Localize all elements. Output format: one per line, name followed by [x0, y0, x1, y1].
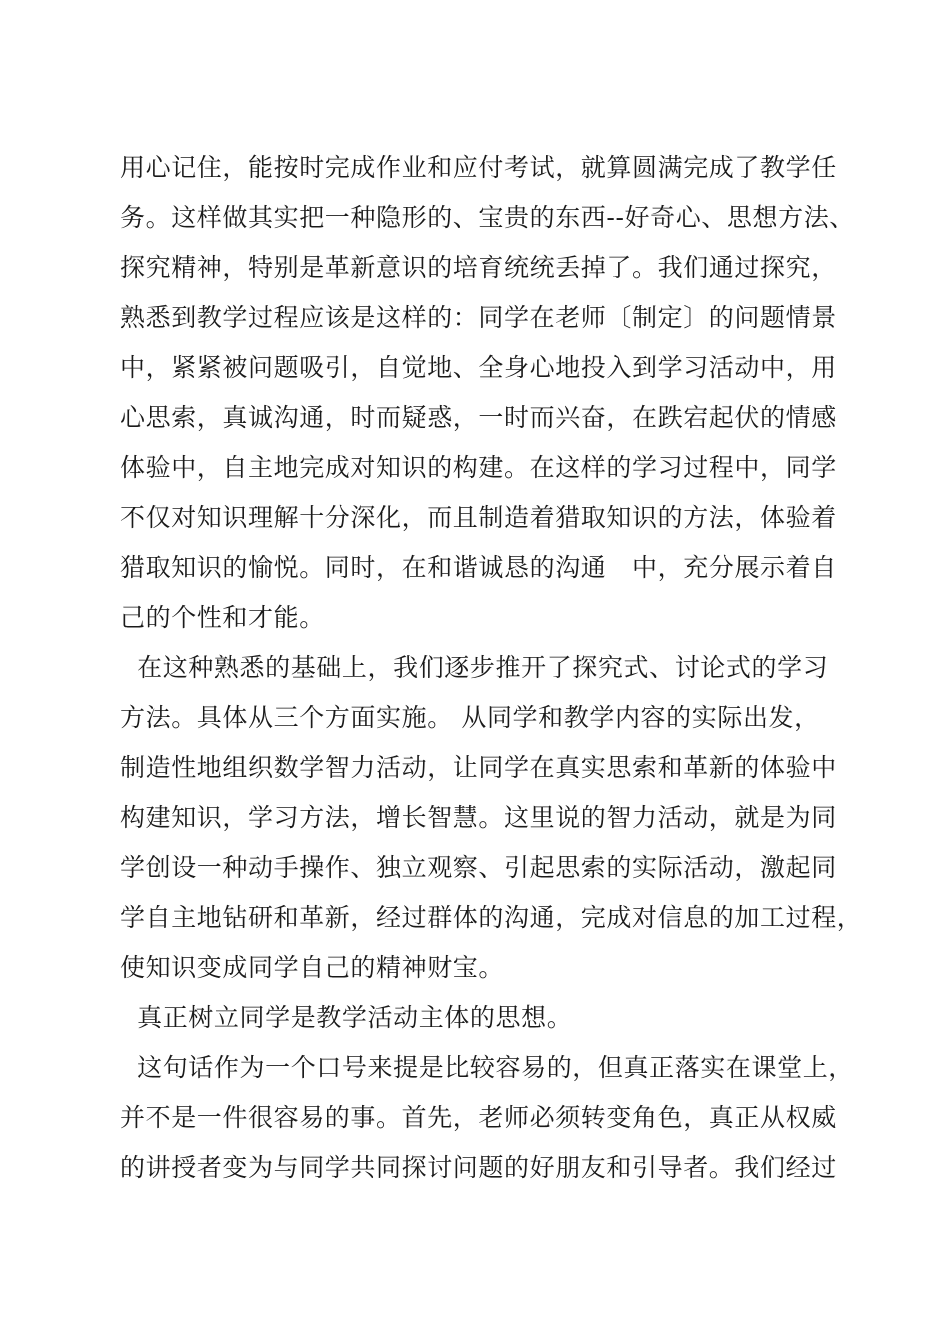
text-line: 用心记住，能按时完成作业和应付考试，就算圆满完成了教学任	[120, 153, 837, 182]
text-line: 己的个性和才能。	[120, 603, 325, 632]
text-line: 不仅对知识理解十分深化，而且制造着猎取知识的方法，体验着	[120, 503, 837, 532]
text-line: 制造性地组织数学智力活动，让同学在真实思索和革新的体验中	[120, 753, 837, 782]
text-line: 方法。具体从三个方面实施。 从同学和教学内容的实际出发，	[120, 703, 820, 732]
paragraph-start-line: 在这种熟悉的基础上，我们逐步推开了探究式、讨论式的学习	[120, 653, 829, 682]
text-line: 体验中，自主地完成对知识的构建。在这样的学习过程中，同学	[120, 453, 837, 482]
text-line: 并不是一件很容易的事。首先，老师必须转变角色，真正从权威	[120, 1103, 837, 1132]
text-line: 使知识变成同学自己的精神财宝。	[120, 953, 505, 982]
text-line: 学自主地钻研和革新，经过群体的沟通，完成对信息的加工过程，	[120, 903, 863, 932]
text-line: 构建知识，学习方法，增长智慧。这里说的智力活动，就是为同	[120, 803, 837, 832]
paragraph-heading-line: 真正树立同学是教学活动主体的思想。	[120, 1003, 573, 1032]
text-line: 猎取知识的愉悦。同时，在和谐诚恳的沟通 中，充分展示着自	[120, 553, 837, 582]
text-line: 学创设一种动手操作、独立观察、引起思索的实际活动，激起同	[120, 853, 837, 882]
text-line: 务。这样做其实把一种隐形的、宝贵的东西--好奇心、思想方法、	[120, 203, 855, 232]
paragraph-start-line: 这句话作为一个口号来提是比较容易的，但真正落实在课堂上，	[120, 1053, 854, 1082]
text-line: 中，紧紧被问题吸引，自觉地、全身心地投入到学习活动中，用	[120, 353, 837, 382]
text-line: 心思索，真诚沟通，时而疑惑，一时而兴奋，在跌宕起伏的情感	[120, 403, 837, 432]
text-line: 探究精神，特别是革新意识的培育统统丢掉了。我们通过探究，	[120, 253, 837, 282]
text-line: 的讲授者变为与同学共同探讨问题的好朋友和引导者。我们经过	[120, 1153, 837, 1182]
text-line: 熟悉到教学过程应该是这样的：同学在老师〔制定〕的问题情景	[120, 303, 837, 332]
